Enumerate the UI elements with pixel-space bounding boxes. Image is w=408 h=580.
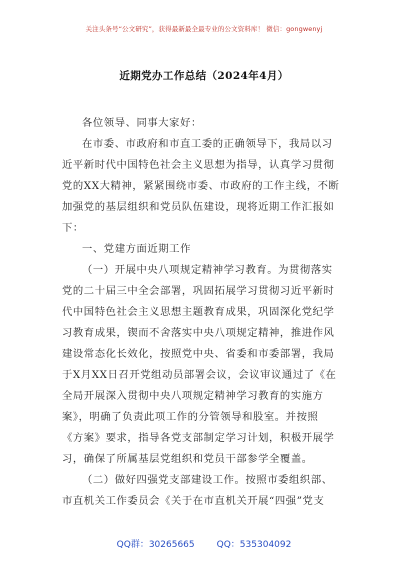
paragraph-line: 党的二十届三中全会部署，巩固拓展学习贯彻习近平新时	[62, 285, 335, 297]
paragraph-line: 全局开展深入贯彻中央八项规定精神学习教育的实施方	[62, 390, 324, 402]
paragraph-line: 代中国特色社会主义思想主题教育成果，巩固深化党纪学	[62, 306, 335, 318]
paragraph-line: 加强党的基层组织和党员队伍建设，现将近期工作汇报如	[62, 201, 335, 213]
paragraph-line: 在市委、市政府和市直工委的正确领导下，我局以习	[82, 138, 333, 150]
paragraph-line: 习，确保了所属基层党组织和党员干部参学全覆盖。	[62, 453, 313, 465]
paragraph-line: （二）做好四强党支部建设工作。按照市委组织部、	[82, 474, 333, 486]
paragraph-line: 建设常态化长效化，按照党中央、省委和市委部署，我局	[62, 348, 335, 360]
paragraph-line: 近平新时代中国特色社会主义思想为指导，认真学习贯彻	[62, 159, 335, 171]
salutation: 各位领导、同事大家好：	[82, 117, 202, 129]
qq-group-number: QQ群：30265665	[116, 540, 195, 550]
paragraph-line: （一）开展中央八项规定精神学习教育。为贯彻落实	[82, 264, 333, 276]
document-title: 近期党办工作总结（2024年4月）	[119, 70, 289, 82]
paragraph-line: 习教育成果，锲而不舍落实中央八项规定精神，推进作风	[62, 327, 335, 339]
paragraph-line: 《方案》要求，指导各党支部制定学习计划，积极开展学	[62, 432, 335, 444]
paragraph-line: 于X月XX日召开党组动员部署会议，会议审议通过了《在	[62, 369, 337, 381]
document-body	[62, 113, 348, 512]
header-banner: 关注头条号“公文研究”，获得最新最全最专业的公文资料库！ 微信：gongwenyj	[85, 25, 323, 33]
qq-number: QQ：535304092	[216, 540, 292, 550]
paragraph-line: 党的XX大精神，紧紧围绕市委、市政府的工作主线，不断	[62, 180, 340, 192]
footer-contact	[0, 537, 408, 550]
paragraph-line: 案》，明确了负责此项工作的分管领导和股室。并按照	[62, 411, 319, 423]
paragraph-line: 市直机关工作委员会《关于在市直机关开展“四强”党支	[62, 495, 325, 507]
section-heading: 一、党建方面近期工作	[82, 243, 191, 255]
paragraph-line: 下：	[62, 222, 84, 234]
